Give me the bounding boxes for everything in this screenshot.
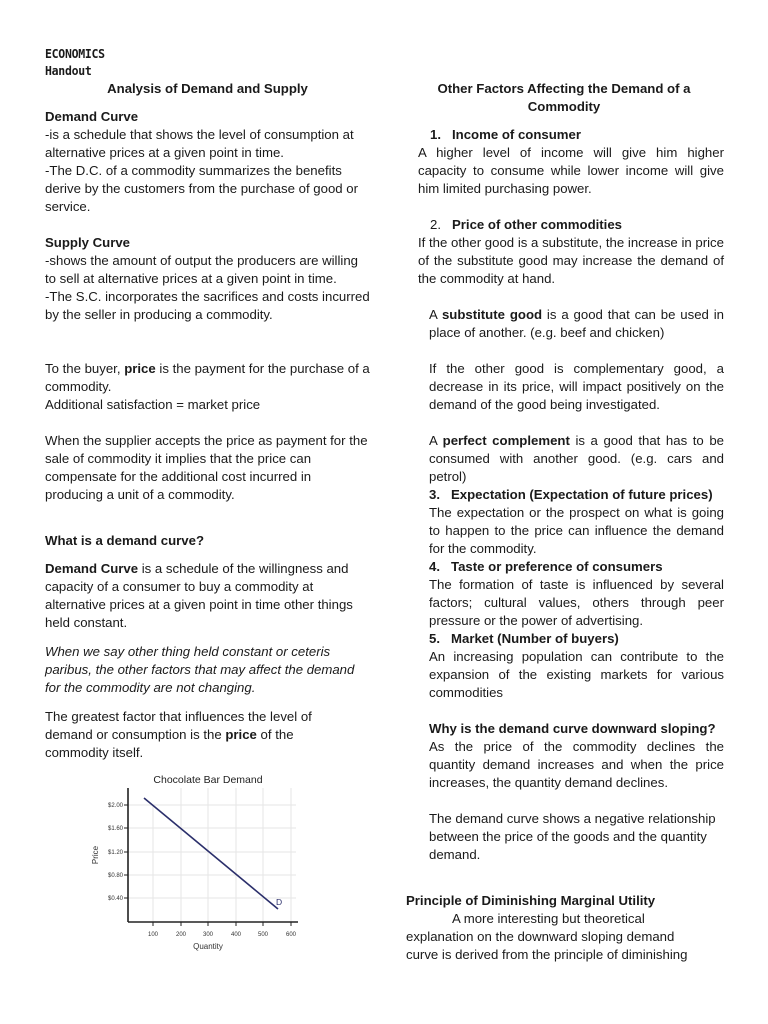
factor-3	[429, 486, 724, 558]
demand-curve-line1: -is a schedule that shows the level of consumption at alternative prices at a given point in time.	[45, 127, 354, 160]
emphasis-demand-curve: Demand Curve	[45, 561, 139, 576]
factor-4-text: The formation of taste is influenced by several factors; cultural values, others through peer pressure or the power of advertising.	[429, 577, 724, 628]
why-downward-heading: Why is the demand curve downward sloping?	[429, 721, 716, 736]
demand-curve-line2: -The D.C. of a commodity summarizes the benefits derive by the customers from the purchase of good or service.	[45, 163, 358, 214]
y-axis-label: Price	[91, 845, 100, 865]
text-span: is a good that can be used in place of another. (e.g. beef and chicken)	[429, 307, 725, 340]
why-downward-text: As the price of the commodity declines the quantity demand increases and when the price increases, the quantity demand declines.	[429, 739, 724, 790]
text-span: is a good that has to be consumed with another good. (e.g. cars and petrol)	[429, 433, 724, 484]
x-tick-label: 400	[230, 932, 242, 938]
principle-text: A more interesting but theoretical explanation on the downward sloping demand curve is derived from the principle of diminishing	[406, 911, 688, 962]
buyer-price-section	[45, 360, 370, 414]
left-title: Analysis of Demand and Supply	[107, 81, 308, 96]
factor-number: 4.	[429, 559, 440, 574]
substitute-good-paragraph	[429, 306, 724, 342]
demand-curve-heading: Demand Curve	[45, 109, 139, 124]
principle-section	[406, 892, 706, 964]
buyer-price-paragraph	[45, 360, 370, 396]
factor-title: Price of other commodities	[452, 217, 623, 232]
x-tick-labels	[148, 932, 297, 938]
principle-heading: Principle of Diminishing Marginal Utility	[406, 893, 656, 908]
emphasis-price: price	[124, 361, 156, 376]
factor-number: 3.	[429, 487, 440, 502]
factor-2	[418, 216, 724, 288]
factor-5-text: An increasing population can contribute to the expansion of the existing markets for various commodities	[429, 649, 724, 700]
x-tick-label: 300	[202, 932, 214, 938]
text-span: To the buyer,	[45, 361, 125, 376]
emphasis-price: price	[225, 727, 257, 742]
factor-5-heading	[429, 630, 724, 648]
factor-title: Expectation (Expectation of future prices)	[451, 487, 713, 502]
x-tick-label: 500	[257, 932, 269, 938]
text-span: A	[429, 307, 442, 322]
demand-line	[144, 798, 278, 909]
factor-3-text: The expectation or the prospect on what is going to happen to the price can influence the demand for the commodity.	[429, 505, 724, 556]
factor-title: Market (Number of buyers)	[451, 631, 619, 646]
y-tick-label: $0.80	[107, 873, 123, 879]
supply-curve-heading: Supply Curve	[45, 235, 131, 250]
factor-1-heading	[418, 126, 724, 144]
factor-1	[418, 126, 724, 198]
factor-4-heading	[429, 558, 724, 576]
supply-curve-line1: -shows the amount of output the producers are willing to sell at alternative prices at a given point in time.	[45, 253, 359, 286]
chart-title: Chocolate Bar Demand	[153, 774, 263, 786]
supply-curve-line2: -The S.C. incorporates the sacrifices and costs incurred by the seller in producing a commodity.	[45, 289, 370, 322]
factor-number: 1.	[430, 127, 441, 142]
satisfaction-line: Additional satisfaction = market price	[45, 397, 261, 412]
factor-title: Taste or preference of consumers	[451, 559, 663, 574]
text-span: is the payment for the purchase of a commodity.	[45, 361, 370, 394]
document-subject: ECONOMICS	[45, 46, 105, 61]
factor-number: 5.	[429, 631, 440, 646]
y-tick-label: $1.20	[107, 850, 123, 856]
emphasis-perfect-complement: perfect complement	[442, 433, 570, 448]
y-tick-label: $0.40	[107, 896, 123, 902]
supply-curve-section	[45, 234, 370, 324]
y-tick-labels	[108, 803, 124, 902]
why-downward-section	[429, 720, 724, 792]
text-span: of the commodity itself.	[45, 727, 294, 760]
demand-chart	[80, 768, 310, 958]
factor-1-text: A higher level of income will give him higher capacity to consume while lower income will give him limited purchasing power.	[418, 145, 724, 196]
y-tick-label: $2.00	[107, 803, 123, 809]
complementary-paragraph: If the other good is complementary good, a decrease in its price, will impact positively on the demand of the good being investigated.	[429, 361, 724, 412]
perfect-complement-paragraph	[429, 432, 724, 486]
text-span: A	[429, 433, 443, 448]
question-heading: What is a demand curve?	[45, 533, 205, 548]
negative-relationship-paragraph: The demand curve shows a negative relationship between the price of the goods and the quantity demand.	[429, 811, 716, 862]
factor-3-heading	[429, 486, 724, 504]
ceteris-paribus-note: When we say other thing held constant or ceteris paribus, the other factors that may affect the demand for the commodity are not changing.	[45, 644, 355, 695]
text-span: The greatest factor that influences the level of demand or consumption is the	[45, 709, 312, 742]
emphasis-substitute-good: substitute good	[441, 307, 543, 322]
factor-5	[429, 630, 724, 702]
document-kind: Handout	[45, 63, 92, 78]
factor-title: Income of consumer	[452, 127, 581, 142]
demand-curve-section	[45, 108, 370, 216]
definition-paragraph	[45, 560, 370, 632]
factor-number: 2.	[430, 217, 441, 232]
right-title: Other Factors Affecting the Demand of a Commodity	[437, 81, 691, 114]
x-axis-label: Quantity	[193, 942, 223, 951]
x-tick-label: 100	[147, 932, 159, 938]
greatest-factor-paragraph	[45, 708, 345, 762]
factor-2-text: If the other good is a substitute, the increase in price of the substitute good may increase the demand of the commodity at hand.	[418, 235, 724, 286]
factor-4	[429, 558, 724, 630]
y-tick-label: $1.60	[107, 826, 123, 832]
x-tick-label: 600	[285, 932, 297, 938]
supplier-paragraph: When the supplier accepts the price as payment for the sale of commodity it implies that the price can compensate for the additional cost incurred in producing a unit of a commodity.	[45, 433, 368, 502]
demand-line-label: D	[276, 897, 283, 907]
factor-2-heading	[418, 216, 724, 234]
x-tick-label: 200	[175, 932, 187, 938]
text-span: is a schedule of the willingness and capacity of a consumer to buy a commodity at alternative prices at a given point in time other things held constant.	[45, 561, 353, 630]
demand-chart-svg	[80, 768, 310, 958]
